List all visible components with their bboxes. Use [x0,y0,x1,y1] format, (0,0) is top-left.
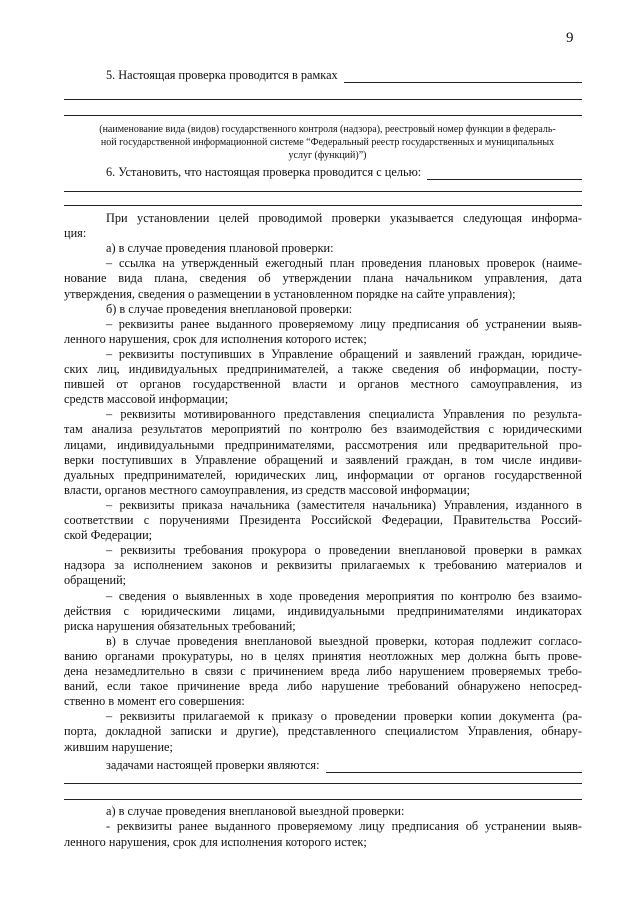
fill-line [64,115,582,116]
text-line: – сведения о выявленных в ходе проведения мероприятия по контролю без взаимо- [106,588,582,603]
text-line: ленного нарушения, срок для исполнения которого истек; [64,331,367,346]
text-line: – реквизиты требования прокурора о проведении внеплановой проверки в рамках [106,543,582,558]
tasks [64,758,582,773]
text-line: - реквизиты ранее выданного проверяемому лицу предписания об устранении выяв- [106,819,582,834]
text-line: а) в случае проведения внеплановой выездной проверки: [106,804,405,818]
text-line: действия с юридическими лицами, индивидуальными предпринимателями индикаторах [64,603,582,618]
text-line: – реквизиты поступивших в Управление обращений и заявлений граждан, юридиче- [106,346,582,361]
text-line: средств массовой информации; [64,392,229,407]
tasks-fill-line [326,760,583,773]
text-line: – реквизиты приказа начальника (заместителя начальника) Управления, изданного в [106,497,582,512]
text-line: дена незамедлительно в связи с причинением вреда либо нарушением проверяемых требо- [64,664,582,678]
fill-line [64,191,582,192]
footnote-line-2: ной государственной информационной системе “Федеральный реестр государственных и муниципальных [100,137,555,148]
fill-line [64,799,582,800]
text-line: обращений; [64,573,127,588]
text-line: – реквизиты прилагаемой к приказу о проведении проверки копии документа (ра- [106,709,582,724]
text-line: жившим нарушение; [64,739,173,754]
text-line: утверждения, сведения о размещении в установленном порядке на сайте управления); [64,286,516,301]
text-line: верки поступивших в Управление обращений и заявлений граждан, в том числе индиви- [64,452,582,467]
text-line: ция: [64,226,87,241]
text-line: пившей от органов государственной власти и органов местного самоуправления, из [64,377,582,392]
fill-line [64,99,582,100]
text-line: порта, докладной записки и другие), представленного специалистом Управления, обнару- [64,724,582,739]
section-6-fill-line [427,167,582,180]
text-line: – реквизиты мотивированного представления специалиста Управления по результа- [106,407,582,422]
text-line: ственно в момент его совершения: [64,694,245,709]
text-line: При установлении целей проводимой проверки указывается следующая информа- [106,211,582,225]
text-line: ских лиц, индивидуальных предпринимателей, а также сведения об информации, посту- [64,362,582,376]
text-line: а) в случае проведения плановой проверки: [106,241,334,256]
text-line: соответствии с поручениями Президента Российской Федерации, Правительства Россий- [64,513,582,527]
text-line: дуальных предпринимателей, юридических лиц, информации от органов государственной [64,467,582,482]
section-6 [64,165,582,180]
text-line: ской Федерации; [64,528,153,543]
section-5-label: 5. Настоящая проверка проводится в рамках [106,68,338,82]
section-5-fill-line [344,70,582,83]
footnote-line-3: услуг (функций)”) [288,150,367,161]
footnote-line-1: (наименование вида (видов) государственного контроля (надзора), реестровый номер функции в федераль- [99,124,556,135]
text-line: – ссылка на утвержденный ежегодный план проведения плановых проверок (наиме- [106,256,582,271]
text-line: риска нарушения обязательных требований; [64,618,296,633]
text-line: там анализа результатов мероприятий по контролю без взаимодействия с юридическими [64,422,582,437]
section-6-label: 6. Установить, что настоящая проверка проводится с целью: [106,165,422,179]
text-line: надзора за исполнением законов и реквизиты прилагаемых к требованию материалов и [64,558,582,573]
section-5 [64,68,582,83]
tasks-label: задачами настоящей проверки являются: [106,758,320,772]
text-line: – реквизиты ранее выданного проверяемому лицу предписания об устранении выяв- [106,316,582,331]
fill-line [64,205,582,206]
text-line: власти, органов местного самоуправления, из средств массовой информации; [64,482,471,497]
text-line: ваний, если такое причинение вреда либо нарушение требований обнаружено непосред- [64,679,582,694]
text-line: в) в случае проведения внеплановой выездной проверки, которая подлежит согласо- [106,633,582,648]
text-line: ванию органами прокуратуры, но в целях принятия неотложных мер должна быть прове- [64,648,582,663]
page-number: 9 [566,30,574,46]
text-line: лицами, индивидуальными предпринимателями, рассмотрения или предварительной про- [64,437,582,452]
text-line: б) в случае проведения внеплановой проверки: [106,301,353,316]
fill-line [64,783,582,784]
text-line: ленного нарушения, срок для исполнения которого истек; [64,834,367,849]
text-line: нование вида плана, сведения об утверждении плана начальником управления, дата [64,271,582,286]
